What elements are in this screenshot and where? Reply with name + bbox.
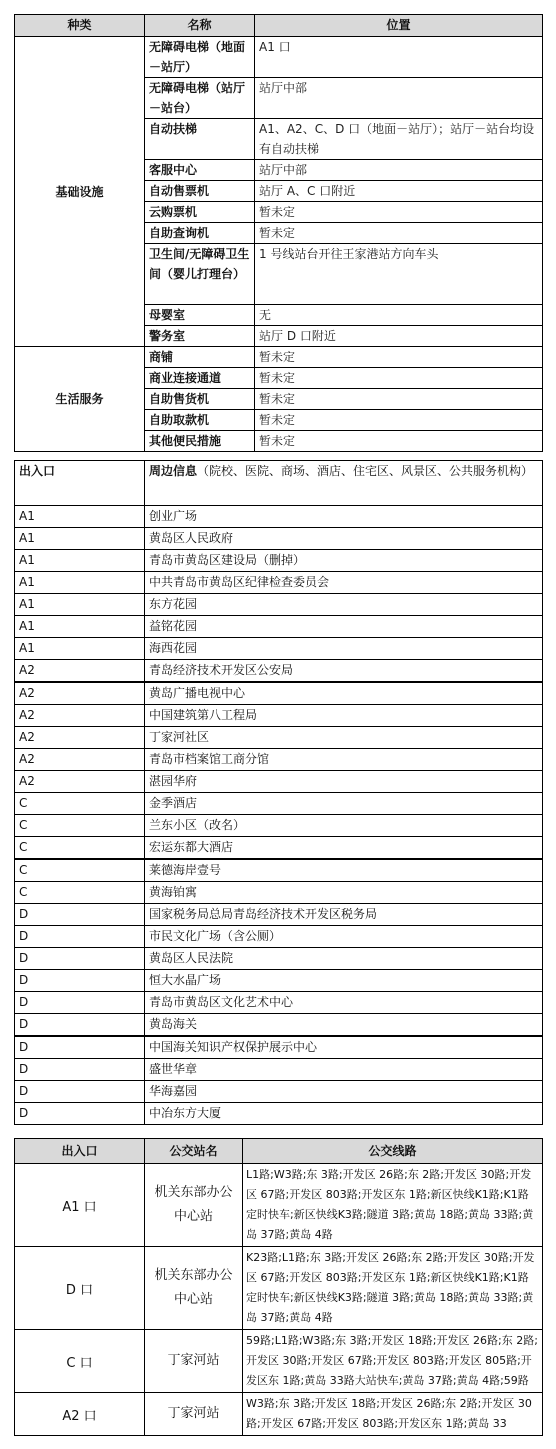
bus-stop-name: 机关东部办公中心站: [145, 1164, 243, 1247]
table-row: [15, 970, 543, 992]
table-row: [15, 1059, 543, 1081]
facility-name: 母婴室: [145, 305, 255, 326]
facility-name: 无障碍电梯（地面－站厅）: [145, 37, 255, 78]
exit-code: A1: [15, 528, 145, 550]
surrounding-place: 黄岛区人民政府: [145, 528, 543, 550]
header-position: 位置: [255, 15, 543, 37]
surrounding-place: 黄岛广播电视中心: [145, 682, 543, 705]
exit-code: D: [15, 926, 145, 948]
surrounding-place: 盛世华章: [145, 1059, 543, 1081]
surrounding-place: 中国建筑第八工程局: [145, 705, 543, 727]
exit-code: A2: [15, 705, 145, 727]
surrounding-place: 国家税务局总局青岛经济技术开发区税务局: [145, 904, 543, 926]
surrounding-place: 青岛经济技术开发区公安局: [145, 660, 543, 683]
surrounding-place: 东方花园: [145, 594, 543, 616]
facility-name: 无障碍电梯（站厅－站台）: [145, 78, 255, 119]
exit-code: A2: [15, 727, 145, 749]
surrounding-place: 恒大水晶广场: [145, 970, 543, 992]
header-category: 种类: [15, 15, 145, 37]
facility-position: 站厅 D 口附近: [255, 326, 543, 347]
surrounding-place: 益铭花园: [145, 616, 543, 638]
table-row: [15, 904, 543, 926]
surrounding-place: 湛园华府: [145, 771, 543, 793]
table-row: [15, 506, 543, 528]
table-row: [15, 638, 543, 660]
exit-code: A2: [15, 771, 145, 793]
surrounding-place: 黄海铂寓: [145, 882, 543, 904]
exit-code: C: [15, 793, 145, 815]
facility-name: 自动扶梯: [145, 119, 255, 160]
header-name: 名称: [145, 15, 255, 37]
bus-exit: A1 口: [15, 1164, 145, 1247]
table-row: [15, 616, 543, 638]
header-info-bold: 周边信息: [149, 464, 198, 478]
surrounding-place: 中冶东方大厦: [145, 1103, 543, 1125]
surrounding-place: 华海嘉园: [145, 1081, 543, 1103]
exit-code: A2: [15, 660, 145, 683]
table-row: [15, 1330, 543, 1393]
category-basic-facilities: 基础设施: [15, 37, 145, 347]
surrounding-place: 青岛市档案馆工商分馆: [145, 749, 543, 771]
header-bus-stop: 公交站名: [145, 1139, 243, 1164]
bus-header-row: [15, 1139, 543, 1164]
exit-code: C: [15, 882, 145, 904]
exit-code: D: [15, 904, 145, 926]
facility-position: 站厅中部: [255, 78, 543, 119]
table-row: [15, 1036, 543, 1059]
facility-name: 自助售货机: [145, 389, 255, 410]
table-row: [15, 1103, 543, 1125]
facility-name: 客服中心: [145, 160, 255, 181]
table-row: [15, 793, 543, 815]
surrounding-place: 中共青岛市黄岛区纪律检查委员会: [145, 572, 543, 594]
header-exit: 出入口: [15, 461, 145, 506]
facilities-header-row: [15, 15, 543, 37]
facility-position: 站厅中部: [255, 160, 543, 181]
facility-position: 暂未定: [255, 410, 543, 431]
table-row: [15, 1014, 543, 1037]
bus-lines: L1路;W3路;东 3路;开发区 26路;东 2路;开发区 30路;开发区 67路;开发区 803路;开发区东 1路;新区快线K1路;K1路定时快车;新区快线K3路;隧道 3路;黄岛 18路;黄岛 33路;黄岛 37路;黄岛 4路: [243, 1164, 543, 1247]
surrounding-place: 海西花园: [145, 638, 543, 660]
surrounding-place: 中国海关知识产权保护展示中心: [145, 1036, 543, 1059]
table-row: [15, 1247, 543, 1330]
table-row: [15, 572, 543, 594]
table-row: [15, 815, 543, 837]
exit-code: A2: [15, 682, 145, 705]
bus-stop-name: 丁家河站: [145, 1330, 243, 1393]
facility-name: 自助取款机: [145, 410, 255, 431]
exit-code: C: [15, 815, 145, 837]
bus-lines: K23路;L1路;东 3路;开发区 26路;东 2路;开发区 30路;开发区 67路;开发区 803路;开发区东 1路;新区快线K1路;K1路定时快车;新区快线K3路;隧道 3路;黄岛 18路;黄岛 33路;黄岛 37路;黄岛 4路: [243, 1247, 543, 1330]
facility-position: 1 号线站台开往王家港站方向车头: [255, 244, 543, 305]
exit-code: D: [15, 1036, 145, 1059]
surroundings-header-row: [15, 461, 543, 506]
surrounding-place: 青岛市黄岛区文化艺术中心: [145, 992, 543, 1014]
table-row: [15, 594, 543, 616]
table-row: [15, 1164, 543, 1247]
facility-position: 暂未定: [255, 202, 543, 223]
exit-code: D: [15, 1081, 145, 1103]
table-row: [15, 749, 543, 771]
exit-code: C: [15, 859, 145, 882]
exit-code: A1: [15, 638, 145, 660]
exit-code: D: [15, 1014, 145, 1037]
surrounding-place: 黄岛区人民法院: [145, 948, 543, 970]
bus-exit: A2 口: [15, 1393, 145, 1436]
facility-name: 商铺: [145, 347, 255, 368]
table-row: [15, 705, 543, 727]
facility-position: 暂未定: [255, 223, 543, 244]
exit-code: A1: [15, 616, 145, 638]
facility-name: 自动售票机: [145, 181, 255, 202]
category-life-services: 生活服务: [15, 347, 145, 452]
exit-code: D: [15, 1103, 145, 1125]
exit-code: C: [15, 837, 145, 860]
header-bus-lines: 公交线路: [243, 1139, 543, 1164]
surrounding-place: 兰东小区（改名）: [145, 815, 543, 837]
table-row: [15, 682, 543, 705]
facility-name: 其他便民措施: [145, 431, 255, 452]
bus-lines: 59路;L1路;W3路;东 3路;开发区 18路;开发区 26路;东 2路;开发区 30路;开发区 67路;开发区 803路;开发区 805路;开发区东 1路;黄岛 33路大站快车;黄岛 37路;黄岛 4路;59路: [243, 1330, 543, 1393]
surrounding-place: 莱德海岸壹号: [145, 859, 543, 882]
facilities-table: [14, 14, 543, 452]
surrounding-place: 丁家河社区: [145, 727, 543, 749]
facility-position: 站厅 A、C 口附近: [255, 181, 543, 202]
surrounding-place: 金季酒店: [145, 793, 543, 815]
table-row: [15, 347, 543, 368]
table-row: [15, 550, 543, 572]
table-row: [15, 882, 543, 904]
facility-name: 商业连接通道: [145, 368, 255, 389]
facility-name: 警务室: [145, 326, 255, 347]
facility-name: 自助查询机: [145, 223, 255, 244]
facility-position: 暂未定: [255, 368, 543, 389]
facility-position: 暂未定: [255, 347, 543, 368]
bus-table: [14, 1138, 543, 1436]
bus-exit: D 口: [15, 1247, 145, 1330]
exit-code: D: [15, 1059, 145, 1081]
exit-code: A1: [15, 550, 145, 572]
facility-position: A1 口: [255, 37, 543, 78]
facility-position: 暂未定: [255, 389, 543, 410]
facility-position: 无: [255, 305, 543, 326]
bus-lines: W3路;东 3路;开发区 18路;开发区 26路;东 2路;开发区 30路;开发区 67路;开发区 803路;开发区东 1路;黄岛 33: [243, 1393, 543, 1436]
exit-code: A1: [15, 506, 145, 528]
bus-exit: C 口: [15, 1330, 145, 1393]
header-exit: 出入口: [15, 1139, 145, 1164]
table-row: [15, 859, 543, 882]
surrounding-place: 创业广场: [145, 506, 543, 528]
surrounding-place: 宏运东都大酒店: [145, 837, 543, 860]
bus-stop-name: 机关东部办公中心站: [145, 1247, 243, 1330]
table-row: [15, 771, 543, 793]
facility-name: 卫生间/无障碍卫生间（婴儿打理台）: [145, 244, 255, 305]
surrounding-place: 青岛市黄岛区建设局（删掉）: [145, 550, 543, 572]
surroundings-body: [15, 506, 543, 1125]
facility-position: A1、A2、C、D 口（地面－站厅）；站厅－站台均设有自动扶梯: [255, 119, 543, 160]
header-info-rest: （院校、医院、商场、酒店、住宅区、风景区、公共服务机构）: [197, 464, 534, 478]
exit-code: A1: [15, 594, 145, 616]
exit-code: D: [15, 948, 145, 970]
table-row: [15, 727, 543, 749]
table-row: [15, 660, 543, 683]
facility-position: 暂未定: [255, 431, 543, 452]
table-row: [15, 837, 543, 860]
facility-name: 云购票机: [145, 202, 255, 223]
table-row: [15, 528, 543, 550]
exit-code: A2: [15, 749, 145, 771]
surrounding-place: 黄岛海关: [145, 1014, 543, 1037]
exit-code: D: [15, 992, 145, 1014]
table-row: [15, 948, 543, 970]
table-row: [15, 926, 543, 948]
surroundings-table: [14, 460, 543, 1125]
surrounding-place: 市民文化广场（含公厕）: [145, 926, 543, 948]
bus-stop-name: 丁家河站: [145, 1393, 243, 1436]
exit-code: D: [15, 970, 145, 992]
table-row: [15, 37, 543, 78]
table-row: [15, 1393, 543, 1436]
table-row: [15, 992, 543, 1014]
header-surrounding-info: [145, 461, 543, 506]
exit-code: A1: [15, 572, 145, 594]
table-row: [15, 1081, 543, 1103]
